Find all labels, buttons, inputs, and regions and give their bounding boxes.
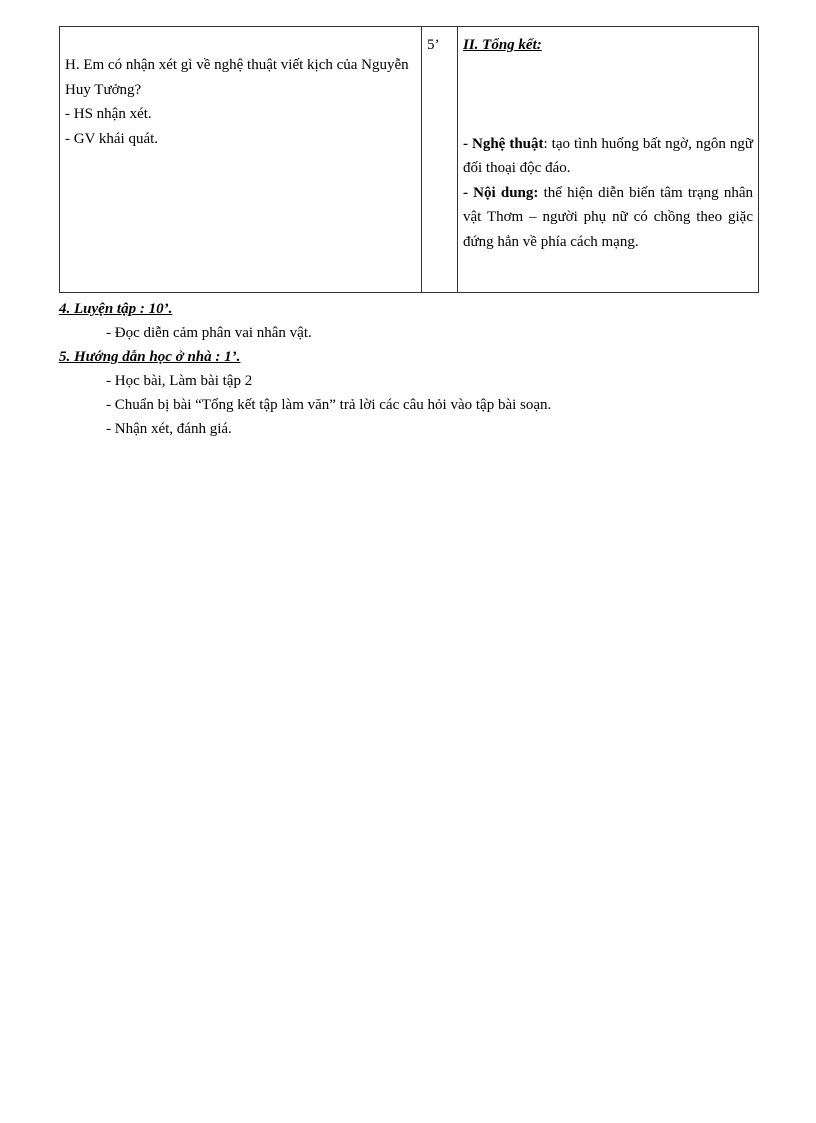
content-body	[458, 27, 758, 258]
homework-section	[59, 345, 551, 441]
teacher-question: H. Em có nhận xét gì về nghệ thuật viết kịch của Nguyễn Huy Tưởng?	[65, 57, 409, 98]
time-value: 5’	[427, 37, 440, 53]
activity-item: - GV khái quát.	[65, 130, 159, 147]
art-text: : tạo tình huống bất ngờ, ngôn ngữ đối thoại độc đáo.	[463, 135, 753, 176]
homework-item: - Chuẩn bị bài “Tổng kết tập làm văn” trả lời các câu hỏi vào tập bài soạn.	[106, 397, 552, 413]
art-label: - Nghệ thuật	[463, 135, 544, 152]
homework-item: - Học bài, Làm bài tập 2	[106, 373, 253, 389]
activity-content	[60, 27, 421, 155]
content-text: thể hiện diễn biến tâm trạng nhân vật Thơm – người phụ nữ có chồng theo giặc đứng hẳn về phía cách mạng.	[463, 184, 753, 250]
practice-section	[59, 297, 312, 345]
art-paragraph	[463, 132, 753, 181]
content-cell	[458, 27, 759, 293]
spacer	[463, 58, 753, 132]
content-paragraph	[463, 181, 753, 255]
summary-heading: II. Tổng kết:	[463, 37, 542, 53]
activity-cell	[60, 27, 422, 293]
time-cell	[422, 27, 458, 293]
lesson-table	[59, 26, 759, 293]
practice-heading: 4. Luyện tập : 10’.	[59, 301, 173, 317]
activity-item: - HS nhận xét.	[65, 106, 152, 122]
homework-item: - Nhận xét, đánh giá.	[106, 421, 232, 437]
table-row	[60, 27, 759, 293]
content-label: - Nội dung:	[463, 184, 539, 201]
homework-heading: 5. Hướng dẫn học ở nhà : 1’.	[59, 349, 241, 365]
practice-item: - Đọc diễn cảm phân vai nhân vật.	[106, 325, 312, 341]
